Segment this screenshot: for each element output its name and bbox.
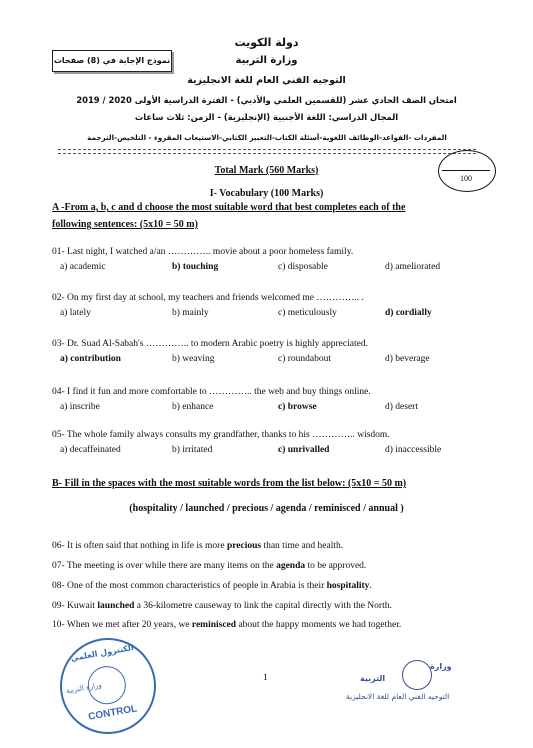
exam-title: امتحان الصف الحادي عشر (للقسمين العلمي والأدبي) - الفترة الدراسية الأولى 2020 / 2019 [76,95,457,105]
fill-text: 09- Kuwait [52,601,98,611]
fill-sentence [52,561,366,571]
partB-instruction: B- Fill in the spaces with the most suitable words from the list below: (5x10 = 50 m) [52,478,407,489]
stamp-arabic-top: الكنترول العلمي [70,643,135,663]
question-option: c) roundabout [278,354,332,364]
fill-text: about the happy moments we had together. [236,620,402,630]
subject-line: المجال الدراسي: اللغة الأجنبية (الإنجليزية) - الزمن: ثلاث ساعات [134,112,399,122]
fill-text: . [369,581,372,591]
question-option: b) enhance [172,402,214,412]
question-option: c) browse [278,402,317,412]
question-option: b) touching [172,262,219,272]
word-list: (hospitality / launched / precious / agenda / reminisced / annual ) [129,503,404,514]
fill-text: to be approved. [305,561,367,571]
fill-answer: hospitality [326,581,370,591]
fill-sentence [52,620,401,630]
stamp-arabic-side: وزارة التربية [65,681,103,696]
question-option: a) lately [60,308,91,318]
fill-text: 08- One of the most common characteristics of people in Arabia is their [52,581,327,591]
question-option: b) mainly [172,308,209,318]
country-name: دولة الكويت [234,36,299,49]
fill-text: 10- When we met after 20 years, we [52,620,192,630]
fill-text: 06- It is often said that nothing in life is more [52,541,227,551]
stamp-english: CONTROL [87,703,139,723]
question-option: d) beverage [385,354,430,364]
section-title: I- Vocabulary (100 Marks) [209,188,324,199]
fill-text: 07- The meeting is over while there are many items on the [52,561,277,571]
fill-answer: reminisced [191,620,237,630]
model-answer-box: نموذج الإجابة في (8) صفحات [52,50,172,72]
fill-text: a 36-kilometre causeway to link the capital directly with the North. [134,601,392,611]
seal-emblem-icon [402,660,432,690]
question-option: b) weaving [172,354,215,364]
fill-sentence [52,581,372,591]
total-mark: Total Mark (560 Marks) [214,165,319,176]
question-stem: 05- The whole family always consults my grandfather, thanks to his ………….. wisdom. [52,430,390,440]
ministry-name: وزارة التربية [235,55,298,66]
question-option: d) cordially [385,308,432,318]
seal-line-3: التوجيه الفني العام للغة الانجليزية [346,692,450,701]
fill-answer: precious [226,541,262,551]
divider-top [58,149,476,150]
question-option: a) academic [60,262,106,272]
question-option: b) irritated [172,445,213,455]
fill-answer: agenda [276,561,306,571]
fill-answer: launched [97,601,135,611]
department-name: التوجيه الفني العام للغة الانجليزية [187,75,346,86]
question-option: d) desert [385,402,418,412]
exam-components: المفردات -القواعد-الوظائف اللغوية-أسئلة الكتاب-التعبير الكتابي-الاستيعاب المقروء - التلخيص-الترجمة [87,133,447,142]
fill-text: than time and health. [261,541,344,551]
question-option: a) inscribe [60,402,100,412]
seal-line-1: وزارة [430,662,452,671]
score-value: 100 [460,174,472,183]
question-option: a) contribution [60,354,121,364]
partA-instruction-1: A -From a, b, c and d choose the most suitable word that best completes each of the [52,202,406,213]
question-option: c) meticulously [278,308,337,318]
fill-sentence [52,601,392,611]
seal-line-2: التربية [360,674,386,683]
page-number: 1 [263,672,268,682]
control-stamp [52,630,163,741]
divider-bottom [58,153,476,154]
question-option: d) ameliorated [385,262,441,272]
question-option: c) disposable [278,262,328,272]
ministry-seal [346,660,460,710]
question-option: a) decaffeinated [60,445,121,455]
question-stem: 04- I find it fun and more comfortable to ………….. the web and buy things online. [52,387,371,397]
fill-sentence [52,541,343,551]
question-stem: 03- Dr. Suad Al-Sabah's ………….. to modern Arabic poetry is highly appreciated. [52,339,368,349]
partA-instruction-2: following sentences: (5x10 = 50 m) [52,219,198,230]
question-option: d) inaccessible [385,445,442,455]
question-option: c) unrivalled [278,445,330,455]
question-stem: 01- Last night, I watched a/an ………….. movie about a poor homeless family. [52,247,354,257]
question-stem: 02- On my first day at school, my teachers and friends welcomed me ………….. . [52,293,364,303]
